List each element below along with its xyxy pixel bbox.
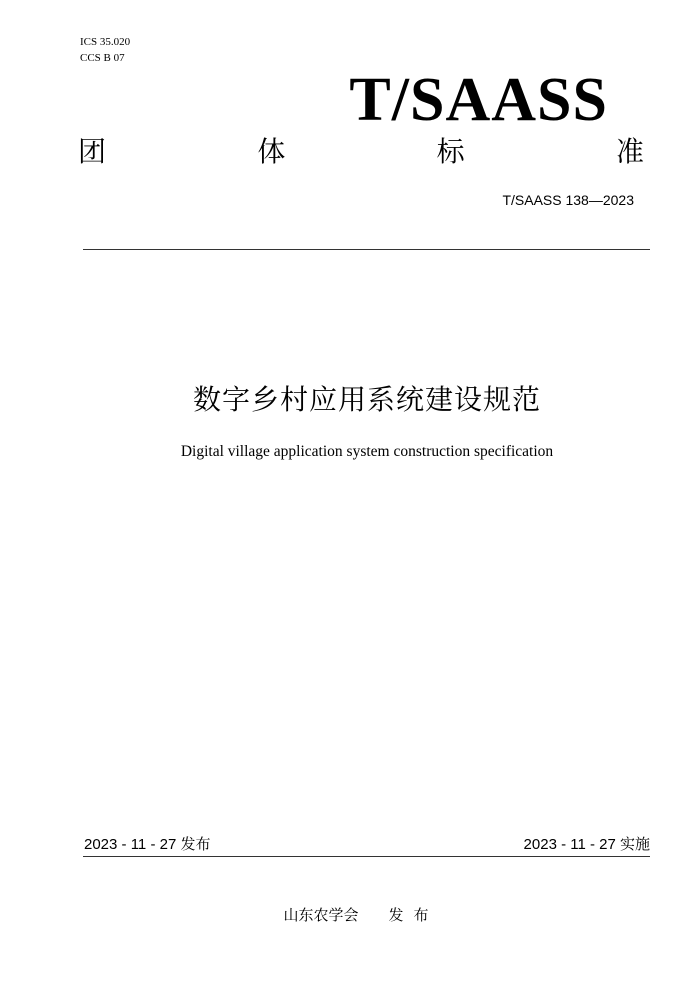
title-english: Digital village application system construction specification <box>180 443 554 460</box>
publisher-name: 山东农学会 <box>283 906 359 924</box>
title-chinese: 数字乡村应用系统建设规范 <box>192 383 541 416</box>
implementation-date: 2023 - 11 - 27 实施 <box>523 836 650 853</box>
standard-number: T/SAASS 138—2023 <box>502 192 634 208</box>
classification-codes <box>80 34 130 66</box>
ics-code: ICS 35.020 <box>80 36 131 48</box>
group-standard-heading <box>78 134 644 170</box>
publisher-line <box>0 904 700 926</box>
heading-char: 团 <box>78 135 107 168</box>
publish-label: 发布 <box>388 906 439 924</box>
heading-char: 标 <box>436 135 465 168</box>
organization-logo: T/SAASS <box>349 66 608 134</box>
heading-char: 体 <box>257 135 286 168</box>
ccs-code: CCS B 07 <box>80 52 125 64</box>
top-divider <box>83 249 650 250</box>
heading-char: 准 <box>615 135 644 168</box>
issue-date: 2023 - 11 - 27 发布 <box>84 836 211 853</box>
bottom-divider <box>83 856 650 857</box>
